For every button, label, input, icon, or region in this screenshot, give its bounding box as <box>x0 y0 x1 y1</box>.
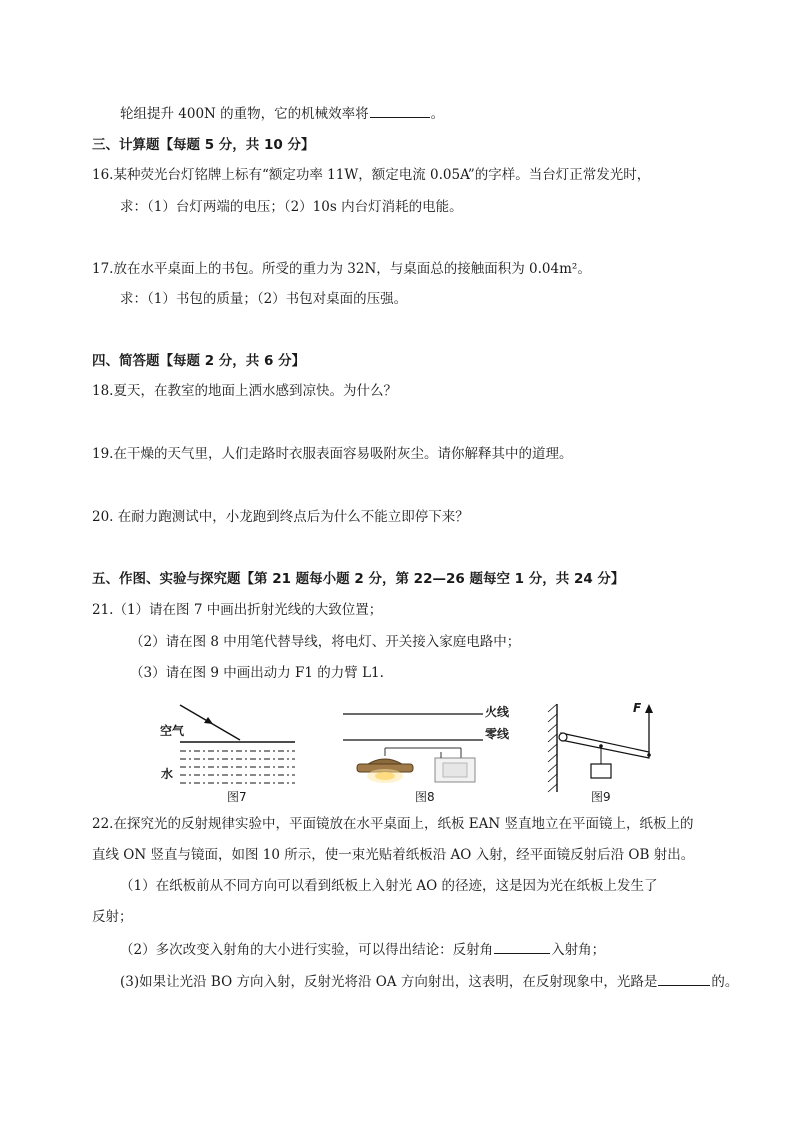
q22-sub2-suffix: 入射角； <box>551 942 606 958</box>
q22-line2: 直线 ON 竖直与镜面，如图 10 所示，使一束光贴着纸板沿 AO 入射，经平面镜反射后沿 OB 射出。 <box>92 847 695 863</box>
q15-suffix: 。 <box>430 106 445 122</box>
q22-sub1-line1: （1）在纸板前从不同方向可以看到纸板上入射光 AO 的径迹，这是因为光在纸板上发生了 <box>120 878 658 894</box>
q19-text: 19.在干燥的天气里，人们走路时衣服表面容易吸附灰尘。请你解释其中的道理。 <box>92 446 573 462</box>
q22-sub1-line2: 反射； <box>92 909 133 925</box>
figure-7-water-label: 水 <box>161 767 174 781</box>
q22-sub2-line <box>120 940 605 959</box>
q22-sub3-line <box>120 972 738 991</box>
figure-9-caption: 图9 <box>591 790 611 804</box>
q16-line2: 求：（1）台灯两端的电压；（2）10s 内台灯消耗的电能。 <box>120 199 463 215</box>
figure-8 <box>343 700 523 804</box>
figure-7 <box>155 700 305 804</box>
q16-line1: 16.某种荧光台灯铭牌上标有“额定功率 11W，额定电流 0.05A”的字样。当台灯正常发光时， <box>92 167 651 183</box>
q22-sub3-text: (3)如果让光沿 BO 方向入射，反射光将沿 OA 方向射出，这表明，在反射现象中，光路是 <box>120 974 658 990</box>
figure-8-neutral-wire-label: 零线 <box>485 727 510 741</box>
q21-line2: （2）请在图 8 中用笔代替导线，将电灯、开关接入家庭电路中； <box>130 634 521 650</box>
section3-title: 三、计算题【每题 5 分，共 10 分】 <box>92 137 315 153</box>
q21-line1: 21.（1）请在图 7 中画出折射光线的大致位置； <box>92 602 383 618</box>
figure-9 <box>545 700 660 804</box>
q17-line1: 17.放在水平桌面上的书包。所受的重力为 32N，与桌面总的接触面积为 0.04m²。 <box>92 261 591 277</box>
q22-sub2-text: （2）多次改变入射角的大小进行实验，可以得出结论：反射角 <box>120 942 494 958</box>
q17-line2: 求：（1）书包的质量；（2）书包对桌面的压强。 <box>120 291 408 307</box>
section5-title: 五、作图、实验与探究题【第 21 题每小题 2 分，第 22—26 题每空 1 分，共 24 分】 <box>92 571 625 587</box>
q22-sub2-answer-blank[interactable] <box>494 940 550 954</box>
figure-7-caption: 图7 <box>227 790 247 804</box>
figure-8-live-wire-label: 火线 <box>485 705 510 719</box>
q15-text: 轮组提升 400N 的重物，它的机械效率将 <box>120 106 369 122</box>
figure-8-caption: 图8 <box>415 790 435 804</box>
figure-9-force-label: F <box>633 701 642 715</box>
q15-answer-blank[interactable] <box>370 104 430 118</box>
section4-title: 四、简答题【每题 2 分，共 6 分】 <box>92 353 306 369</box>
q22-line1: 22.在探究光的反射规律实验中，平面镜放在水平桌面上，纸板 EAN 竖直地立在平面镜上，纸板上的 <box>92 816 694 832</box>
q21-line3: （3）请在图 9 中画出动力 F1 的力臂 L1. <box>130 665 384 681</box>
q20-text: 20. 在耐力跑测试中，小龙跑到终点后为什么不能立即停下来？ <box>92 509 469 525</box>
q22-sub3-suffix: 的。 <box>711 974 739 990</box>
q15-line <box>120 104 444 123</box>
q18-text: 18.夏天，在教室的地面上洒水感到凉快。为什么？ <box>92 383 397 399</box>
figure-7-air-label: 空气 <box>160 724 185 738</box>
q22-sub3-answer-blank[interactable] <box>658 972 710 986</box>
